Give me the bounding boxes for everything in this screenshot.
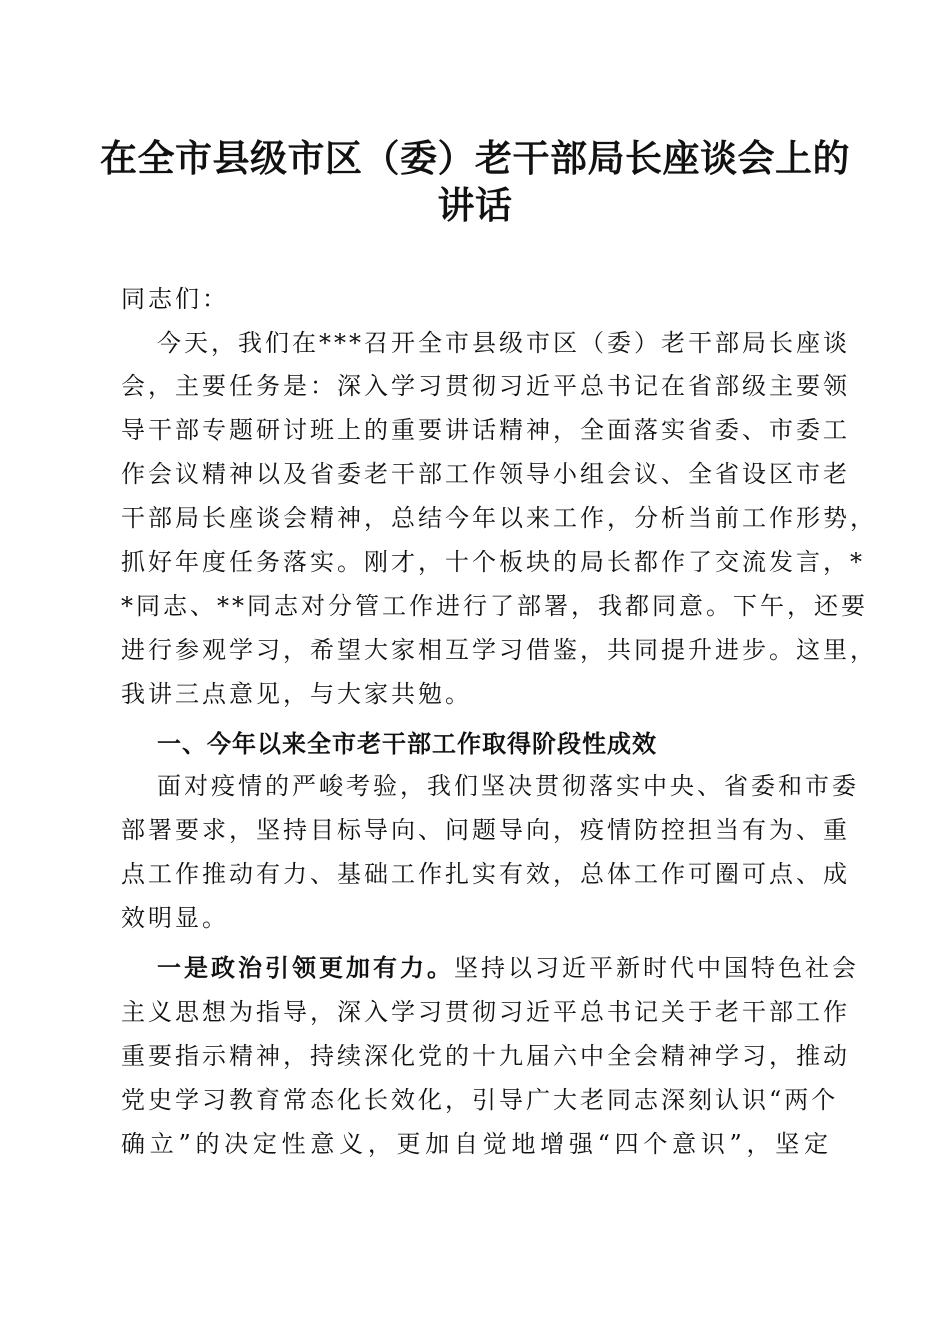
paragraph-line: 导干部专题研讨班上的重要讲话精神，全面落实省委、市委工 [121, 416, 850, 444]
paragraph-line: 主义思想为指导，深入学习贯彻习近平总书记关于老干部工作 [121, 998, 850, 1026]
salutation: 同志们： [121, 285, 229, 313]
document-title-line-2: 讲话 [437, 183, 513, 227]
paragraph-line: 我讲三点意见，与大家共勉。 [121, 680, 472, 708]
paragraph-line: *同志、**同志对分管工作进行了部署，我都同意。下午，还要 [121, 592, 868, 620]
paragraph-line: 作会议精神以及省委老干部工作领导小组会议、全省设区市老 [121, 460, 850, 488]
paragraph-line: 面对疫情的严峻考验，我们坚决贯彻落实中央、省委和市委 [157, 772, 859, 800]
paragraph-line: 效明显。 [121, 904, 229, 932]
paragraph-line-rest: 坚持以习近平新时代中国特色社会 [454, 954, 859, 982]
paragraph-line: 今天，我们在***召开全市县级市区（委）老干部局长座谈 [157, 329, 850, 357]
paragraph-line: 部署要求，坚持目标导向、问题导向，疫情防控担当有为、重 [121, 816, 850, 844]
paragraph-line: 重要指示精神，持续深化党的十九届六中全会精神学习，推动 [121, 1042, 850, 1070]
paragraph-line: 干部局长座谈会精神，总结今年以来工作，分析当前工作形势， [121, 504, 877, 532]
paragraph-line: 会，主要任务是：深入学习贯彻习近平总书记在省部级主要领 [121, 372, 850, 400]
paragraph-line: 进行参观学习，希望大家相互学习借鉴，共同提升进步。这里， [121, 636, 877, 664]
document-title-line-1: 在全市县级市区（委）老干部局长座谈会上的 [100, 136, 850, 180]
paragraph-line: 党史学习教育常态化长效化，引导广大老同志深刻认识“两个 [121, 1086, 839, 1114]
paragraph-line: 确立”的决定性意义，更加自觉地增强“四个意识”，坚定 [121, 1130, 831, 1158]
paragraph-line: 点工作推动有力、基础工作扎实有效，总体工作可圈可点、成 [121, 860, 850, 888]
paragraph-line [157, 952, 859, 984]
paragraph-line: 抓好年度任务落实。刚才，十个板块的局长都作了交流发言，* [121, 548, 865, 576]
section-heading: 一、今年以来全市老干部工作取得阶段性成效 [157, 730, 657, 758]
lead-phrase: 一是政治引领更加有力。 [157, 953, 454, 982]
